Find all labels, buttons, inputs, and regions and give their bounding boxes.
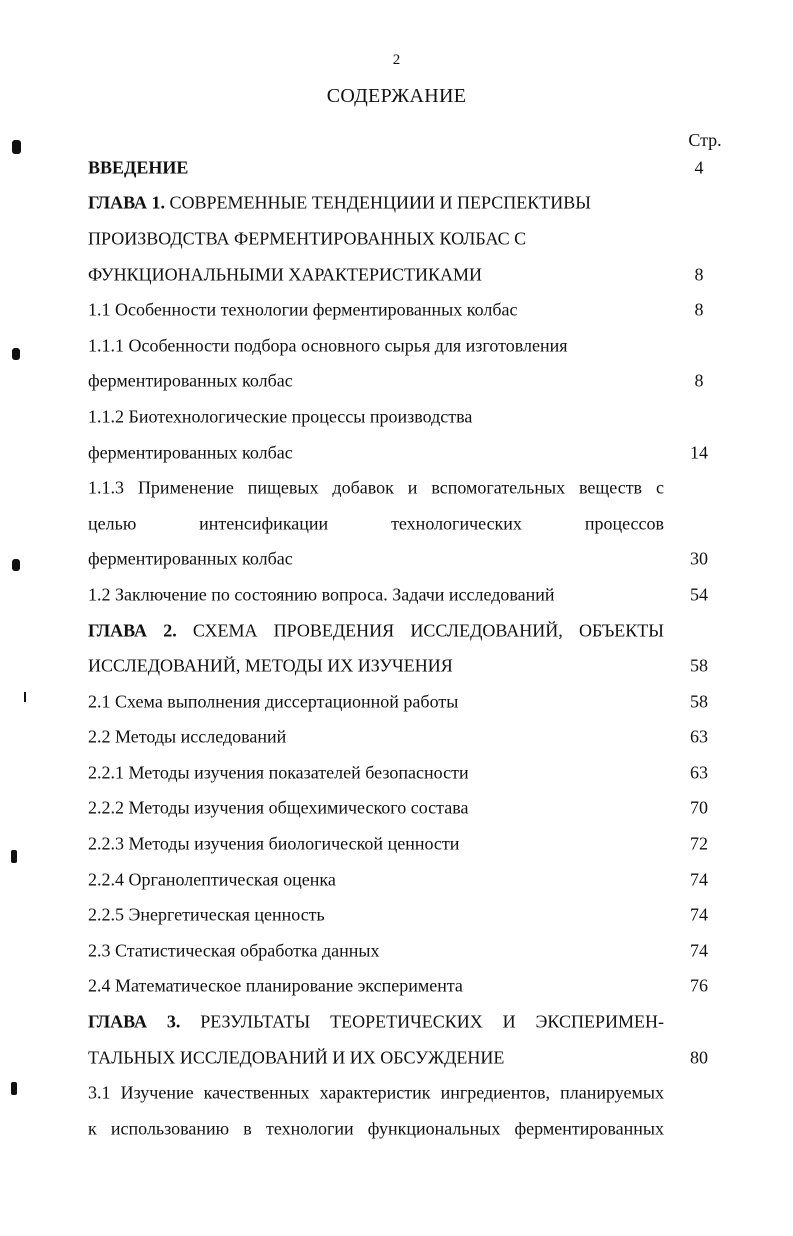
toc-page-number: 58 bbox=[690, 691, 708, 712]
toc-entry-1-1-2 bbox=[88, 399, 728, 435]
scan-artifact bbox=[11, 850, 17, 863]
toc-entry-1-1-3 bbox=[88, 470, 728, 506]
toc-page-number: 8 bbox=[694, 299, 704, 320]
toc-entry-text: ВВЕДЕНИЕ bbox=[88, 157, 189, 178]
toc-page-number: 14 bbox=[690, 442, 708, 463]
chapter-title: РЕЗУЛЬТАТЫ ТЕОРЕТИЧЕСКИХ И ЭКСПЕРИМЕН- bbox=[200, 1011, 664, 1032]
page-column-header: Стр. bbox=[688, 130, 722, 150]
toc-entry-text: ферментированных колбас bbox=[88, 442, 293, 463]
toc-page-number: 74 bbox=[690, 904, 708, 925]
toc-entry-text: 2.2.3 Методы изучения биологической ценности bbox=[88, 833, 460, 854]
page-number: 2 bbox=[392, 52, 401, 68]
scan-artifact bbox=[12, 559, 20, 571]
toc-entry-2-2 bbox=[88, 720, 728, 756]
toc-entry-text: 1.1.2 Биотехнологические процессы производства bbox=[88, 406, 473, 427]
toc-page-number: 58 bbox=[690, 655, 708, 676]
toc-entry-text: 2.2.1 Методы изучения показателей безопасности bbox=[88, 762, 469, 783]
toc-entry-2-2-5 bbox=[88, 897, 728, 933]
toc-entry-2-3 bbox=[88, 933, 728, 969]
toc-entry-text: целью интенсификации технологических процессов bbox=[88, 513, 664, 534]
chapter-title: СХЕМА ПРОВЕДЕНИЯ ИССЛЕДОВАНИЙ, ОБЪЕКТЫ bbox=[192, 620, 665, 641]
toc-entry-text: 2.2 Методы исследований bbox=[88, 726, 287, 747]
toc-entry-2-2-2 bbox=[88, 791, 728, 827]
chapter-label: ГЛАВА 3. bbox=[88, 1011, 181, 1032]
toc-page-number: 63 bbox=[690, 762, 708, 783]
toc-entry-text: ТАЛЬНЫХ ИССЛЕДОВАНИЙ И ИХ ОБСУЖДЕНИЕ bbox=[88, 1047, 505, 1068]
toc-entry-text bbox=[88, 1012, 664, 1033]
toc-page-number: 74 bbox=[690, 869, 708, 890]
toc-entry-text bbox=[88, 193, 664, 214]
scan-artifact bbox=[11, 1082, 17, 1095]
toc-entry-2-1 bbox=[88, 684, 728, 720]
toc-entry-text: ИССЛЕДОВАНИЙ, МЕТОДЫ ИХ ИЗУЧЕНИЯ bbox=[88, 655, 453, 676]
toc-entry-text: 1.1.3 Применение пищевых добавок и вспомогательных веществ с bbox=[88, 477, 664, 498]
scan-artifact bbox=[12, 140, 21, 154]
toc-page-number: 63 bbox=[690, 726, 708, 747]
toc-page-number: 80 bbox=[690, 1047, 708, 1068]
toc-entry-1-2 bbox=[88, 577, 728, 613]
toc-page-number: 54 bbox=[690, 584, 708, 605]
toc-entry-2-2-1 bbox=[88, 755, 728, 791]
toc-entry-text: к использованию в технологии функциональных ферментированных bbox=[88, 1118, 664, 1139]
scan-artifact bbox=[12, 348, 20, 360]
toc-entry-2-2-4 bbox=[88, 862, 728, 898]
toc-page-number: 4 bbox=[694, 157, 704, 178]
toc-entry-text bbox=[88, 620, 664, 641]
toc-entry-text: 2.1 Схема выполнения диссертационной работы bbox=[88, 691, 459, 712]
chapter-title: СОВРЕМЕННЫЕ ТЕНДЕНЦИИИ И ПЕРСПЕКТИВЫ bbox=[169, 192, 591, 213]
toc-page-number: 8 bbox=[694, 370, 704, 391]
toc-entry-continuation bbox=[88, 506, 728, 542]
toc-entry-continuation bbox=[88, 221, 728, 257]
toc-entry-continuation bbox=[88, 1111, 728, 1147]
toc-entry-1-1-1 bbox=[88, 328, 728, 364]
toc-entry-text: 1.1.1 Особенности подбора основного сырья для изготовления bbox=[88, 335, 568, 356]
toc-entry-text: 2.2.5 Энергетическая ценность bbox=[88, 904, 325, 925]
toc-entry-2-2-3 bbox=[88, 826, 728, 862]
toc-entry-text: 1.1 Особенности технологии ферментированных колбас bbox=[88, 299, 518, 320]
toc-page-number: 76 bbox=[690, 975, 708, 996]
scan-artifact bbox=[24, 692, 26, 702]
toc-page-number: 8 bbox=[694, 264, 704, 285]
toc-entry-2-4 bbox=[88, 969, 728, 1005]
chapter-label: ГЛАВА 2. bbox=[88, 620, 177, 641]
toc-entry-chapter-3 bbox=[88, 1004, 728, 1040]
toc-entry-continuation bbox=[88, 542, 728, 578]
toc-entry-chapter-2 bbox=[88, 613, 728, 649]
toc-entry-continuation bbox=[88, 257, 728, 293]
table-of-contents bbox=[88, 150, 728, 1147]
toc-page-number: 70 bbox=[690, 797, 708, 818]
toc-page-number: 30 bbox=[690, 548, 708, 569]
toc-entry-text: ферментированных колбас bbox=[88, 370, 293, 391]
toc-page-number: 74 bbox=[690, 940, 708, 961]
toc-entry-continuation bbox=[88, 1040, 728, 1076]
toc-entry-text: ферментированных колбас bbox=[88, 548, 293, 569]
toc-entry-continuation bbox=[88, 435, 728, 471]
toc-entry-text: 2.2.4 Органолептическая оценка bbox=[88, 869, 336, 890]
toc-entry-text: 2.2.2 Методы изучения общехимического состава bbox=[88, 797, 469, 818]
toc-entry-text: 1.2 Заключение по состоянию вопроса. Задачи исследований bbox=[88, 584, 555, 605]
toc-entry-text: 2.4 Математическое планирование эксперимента bbox=[88, 975, 463, 996]
chapter-label: ГЛАВА 1. bbox=[88, 192, 166, 213]
toc-entry-1-1 bbox=[88, 292, 728, 328]
toc-entry-intro bbox=[88, 150, 728, 186]
toc-page-number: 72 bbox=[690, 833, 708, 854]
toc-entry-3-1 bbox=[88, 1075, 728, 1111]
toc-entry-continuation bbox=[88, 364, 728, 400]
toc-entry-continuation bbox=[88, 648, 728, 684]
toc-entry-text: ПРОИЗВОДСТВА ФЕРМЕНТИРОВАННЫХ КОЛБАС С bbox=[88, 228, 527, 249]
toc-title: СОДЕРЖАНИЕ bbox=[326, 85, 467, 107]
toc-entry-text: ФУНКЦИОНАЛЬНЫМИ ХАРАКТЕРИСТИКАМИ bbox=[88, 264, 483, 285]
toc-entry-text: 2.3 Статистическая обработка данных bbox=[88, 940, 380, 961]
toc-entry-text: 3.1 Изучение качественных характеристик ингредиентов, планируемых bbox=[88, 1082, 664, 1103]
toc-entry-chapter-1 bbox=[88, 186, 728, 222]
